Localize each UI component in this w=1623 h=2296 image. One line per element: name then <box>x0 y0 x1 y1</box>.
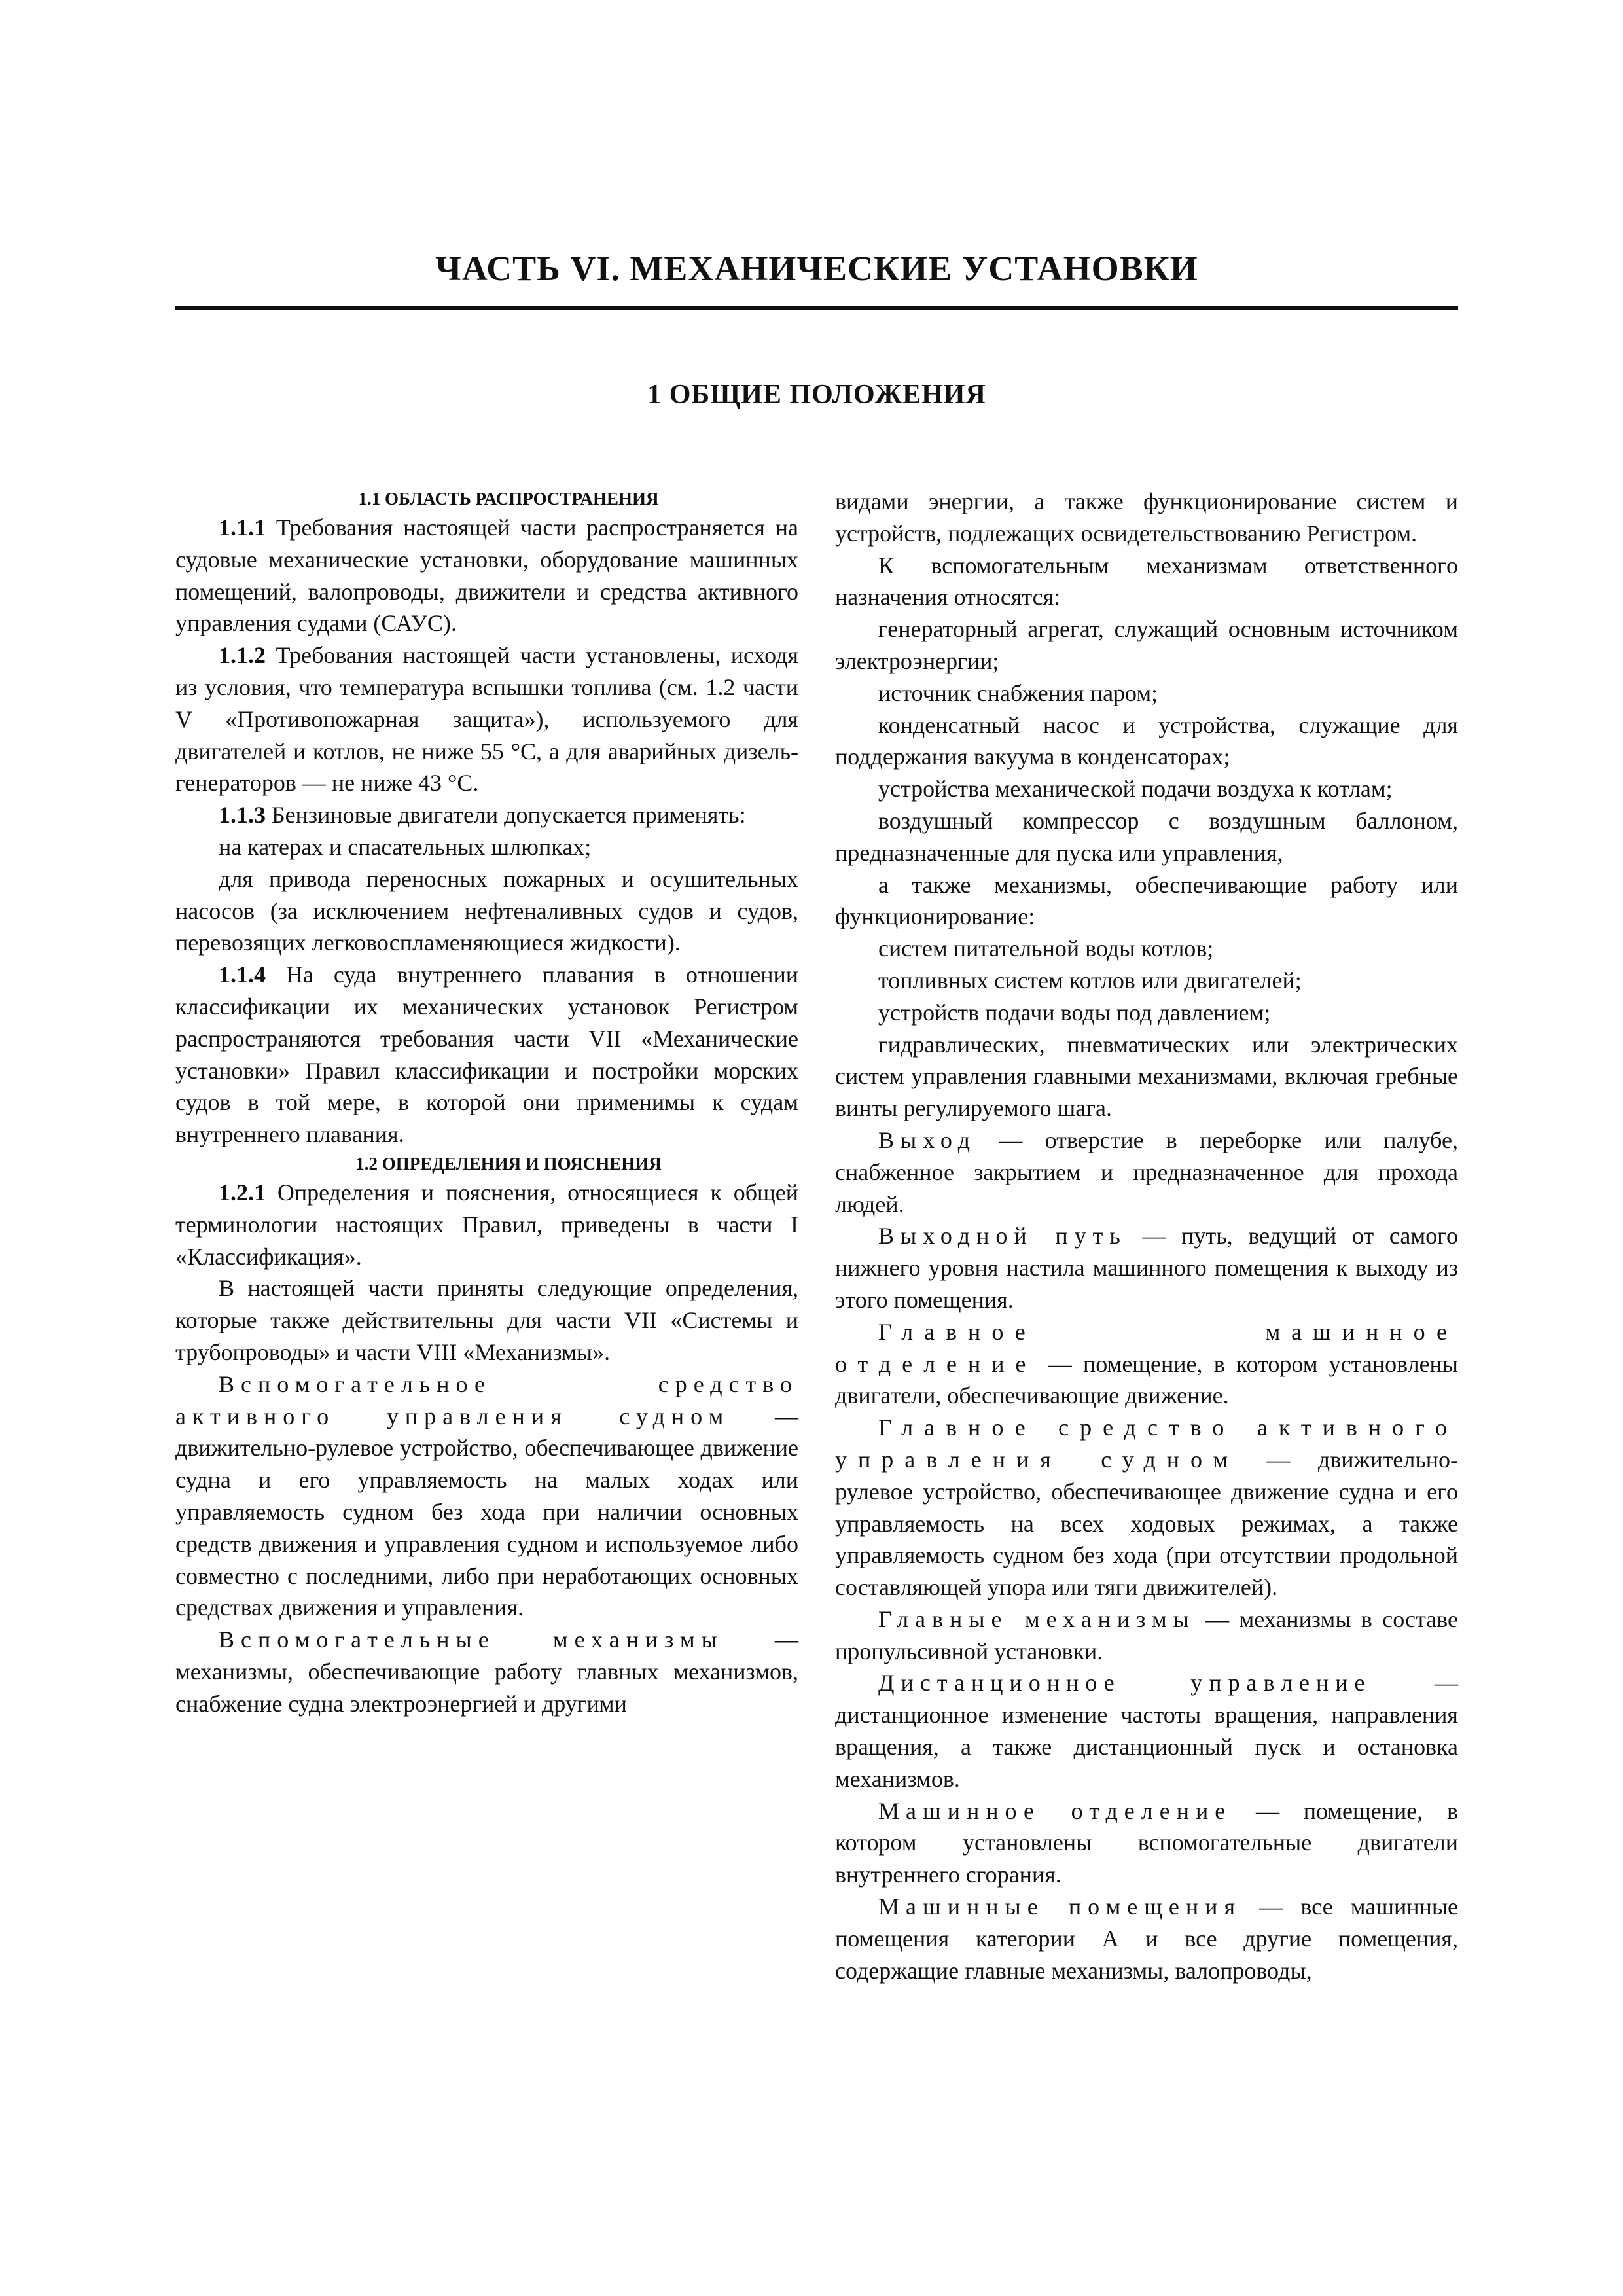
paragraph-number: 1.1.2 <box>219 642 266 669</box>
list-item: для привода переносных пожарных и осушительных насосов (за исключением нефтеналивных судов и судов, перевозящих легковоспламеняющиеся жидкости). <box>175 865 798 956</box>
definition: — помещение, в котором установлены двигатели, обеспечивающие движение. <box>835 1350 1458 1409</box>
definition: — все машинные помещения категории А и все другие помещения, содержащие главные механизмы, валопроводы, <box>835 1893 1458 1984</box>
definition: — механизмы, обеспечивающие работу главных механизмов, снабжение судна электроэнергией и другими <box>175 1626 798 1717</box>
right-column <box>835 486 1458 1986</box>
section-heading-1-1: 1.1 ОБЛАСТЬ РАСПРОСТРАНЕНИЯ <box>358 489 659 509</box>
list-item: гидравлических, пневматических или электрических систем управления главными механизмами, включая гребные винты регулируемого шага. <box>835 1031 1458 1122</box>
definition-main-mech <box>835 1604 1458 1668</box>
list-item: на катерах и спасательных шлюпках; <box>219 833 592 860</box>
paragraph-text: В настоящей части приняты следующие определения, которые также действительны для части VII «Системы и трубопроводы» и части VIII «Механизмы». <box>175 1275 798 1365</box>
paragraph-1-2-1 <box>175 1177 798 1272</box>
paragraph-number: 1.1.4 <box>219 961 266 988</box>
term: Выходной путь <box>878 1223 1127 1249</box>
definition: — движительно-рулевое устройство, обеспечивающее движение судна и его управляемость на всех ходовых режимах, а также управляемость судном без хода (при отсутствии продольной составляющей упора или тяги движителей). <box>835 1446 1458 1601</box>
paragraph-text: Требования настоящей части распространяется на судовые механические установки, оборудование машинных помещений, валопроводы, движители и средства активного управления судами (САУС). <box>175 514 798 637</box>
definition-aux-means <box>175 1369 798 1624</box>
term: Главное средство активного управления судном <box>835 1414 1458 1473</box>
definition-remote-control <box>835 1667 1458 1795</box>
paragraph-1-1-4 <box>175 959 798 1151</box>
chapter-title: 1 ОБЩИЕ ПОЛОЖЕНИЯ <box>647 380 986 410</box>
list-item: устройств подачи воды под давлением; <box>878 999 1271 1026</box>
definition: — отверстие в переборке или палубе, снабженное закрытием и предназначенное для прохода людей. <box>835 1126 1458 1217</box>
definition-aux-mech <box>175 1624 798 1719</box>
paragraph-text: Определения и пояснения, относящиеся к общей терминологии настоящих Правил, приведены в части I «Классификация». <box>175 1179 798 1270</box>
paragraph-text: Требования настоящей части установлены, исходя из условия, что температура вспышки топлива (см. 1.2 части V «Противопожарная защита»), используемого для двигателей и котлов, не ниже 55 °C, а для аварийных дизель-генераторов — не ниже 43 °C. <box>175 642 798 797</box>
list-item: систем питательной воды котлов; <box>878 935 1214 962</box>
list-item: конденсатный насос и устройства, служащие для поддержания вакуума в конденсаторах; <box>835 711 1458 770</box>
definition-exit <box>835 1124 1458 1220</box>
paragraph-number: 1.1.1 <box>219 514 266 541</box>
term: Машинное отделение <box>878 1797 1232 1824</box>
definition: — путь, ведущий от самого нижнего уровня настила машинного помещения к выходу из этого помещения. <box>835 1223 1458 1313</box>
definition: — движительно-рулевое устройство, обеспечивающее движение судна и его управляемость на малых ходах или управляемость судном без хода при наличии основных средств движения и управления судном и используемое либо совместно с последними, либо при неработающих основных средствах движения и управления. <box>175 1403 798 1621</box>
definition-machinery-spaces <box>835 1891 1458 1986</box>
term: Дистанционное управление <box>878 1670 1372 1696</box>
list-item: устройства механической подачи воздуха к котлам; <box>878 776 1393 802</box>
paragraph-1-1-1 <box>175 512 798 639</box>
part-title: ЧАСТЬ VI. МЕХАНИЧЕСКИЕ УСТАНОВКИ <box>435 249 1198 288</box>
definition-main-means <box>835 1412 1458 1604</box>
list-item: воздушный компрессор с воздушным баллоном, предназначенные для пуска или управления, <box>835 807 1458 866</box>
definition: — дистанционное изменение частоты вращения, направления вращения, а также дистанционный пуск и остановка механизмов. <box>835 1670 1459 1792</box>
paragraph-continuation: видами энергии, а также функционирование систем и устройств, подлежащих освидетельствованию Регистром. <box>835 488 1458 547</box>
definition-engine-room <box>835 1795 1458 1891</box>
list-item: топливных систем котлов или двигателей; <box>878 967 1302 994</box>
paragraph-text: На суда внутреннего плавания в отношении классификации их механических установок Регистром распространяются требования части VII «Механические установки» Правил классификации и постройки морских судов в той мере, в которой они применимы к судам внутреннего плавания. <box>175 961 798 1148</box>
paragraph-number: 1.2.1 <box>219 1179 266 1206</box>
list-intro: К вспомогательным механизмам ответственного назначения относятся: <box>835 552 1458 611</box>
list-item: источник снабжения паром; <box>878 679 1158 706</box>
paragraph-1-1-3 <box>175 799 798 831</box>
title-rule <box>175 306 1458 310</box>
definition: — механизмы в составе пропульсивной установки. <box>835 1605 1458 1664</box>
definition-exit-path <box>835 1220 1458 1316</box>
left-column <box>175 486 798 1719</box>
definition: — помещение, в котором установлены вспомогательные двигатели внутреннего сгорания. <box>835 1797 1458 1888</box>
term: Машинные помещения <box>878 1893 1241 1920</box>
list-item: генераторный агрегат, служащий основным источником электроэнергии; <box>835 616 1458 674</box>
term: Главные механизмы <box>878 1605 1196 1632</box>
term: Выход <box>878 1126 977 1153</box>
term: Главное машинное отделение <box>835 1318 1458 1377</box>
paragraph-number: 1.1.3 <box>219 802 266 829</box>
term: Вспомогательное средство активного управления судном <box>175 1371 798 1429</box>
paragraph-text: Бензиновые двигатели допускается применять: <box>266 802 746 829</box>
definition-main-engine-room <box>835 1316 1458 1412</box>
paragraph-1-1-2 <box>175 639 798 799</box>
term: Вспомогательные механизмы <box>219 1626 724 1653</box>
section-heading-1-2: 1.2 ОПРЕДЕЛЕНИЯ И ПОЯСНЕНИЯ <box>355 1153 662 1174</box>
list-item: а также механизмы, обеспечивающие работу или функционирование: <box>835 871 1458 930</box>
